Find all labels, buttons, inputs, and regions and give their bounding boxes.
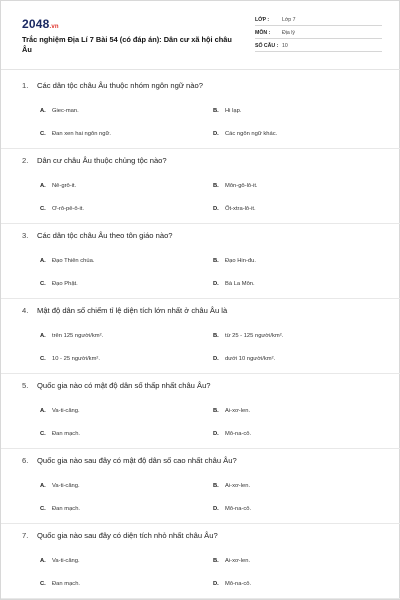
option-text: Va-ti-căng. xyxy=(52,558,80,564)
answer-option[interactable] xyxy=(40,333,103,339)
header-divider xyxy=(1,69,400,70)
option-text: Đan xen hai ngôn ngữ. xyxy=(52,131,111,137)
question-text xyxy=(22,531,218,540)
question-prompt: Quốc gia nào sau đây có diện tích nhỏ nhất châu Âu? xyxy=(37,531,218,540)
option-letter: C. xyxy=(40,506,46,512)
option-letter: C. xyxy=(40,206,46,212)
brand-logo[interactable] xyxy=(22,17,59,31)
option-letter: C. xyxy=(40,581,46,587)
answer-option[interactable] xyxy=(213,258,256,264)
question-separator xyxy=(1,373,400,374)
question-4 xyxy=(22,306,382,381)
option-letter: D. xyxy=(213,431,219,437)
question-number: 3. xyxy=(22,231,29,240)
question-number: 6. xyxy=(22,456,29,465)
option-text: từ 25 - 125 người/km². xyxy=(225,333,284,339)
answer-option[interactable] xyxy=(213,206,256,212)
question-6 xyxy=(22,456,382,531)
answer-option[interactable] xyxy=(213,108,241,114)
option-text: Đan mạch. xyxy=(52,506,81,512)
meta-label: SỐ CÂU : xyxy=(255,43,279,49)
answer-option[interactable] xyxy=(213,408,250,414)
answer-option[interactable] xyxy=(213,333,283,339)
answer-option[interactable] xyxy=(213,431,251,437)
option-text: Nê-grô-it. xyxy=(52,183,77,189)
option-text: Đạo Thiên chúa. xyxy=(52,258,95,264)
question-prompt: Quốc gia nào có mật độ dân số thấp nhất châu Âu? xyxy=(37,381,211,390)
answer-option[interactable] xyxy=(40,558,80,564)
option-text: trên 125 người/km². xyxy=(52,333,104,339)
option-text: Đan mạch. xyxy=(52,581,81,587)
answer-option[interactable] xyxy=(40,281,78,287)
question-number: 5. xyxy=(22,381,29,390)
question-number: 4. xyxy=(22,306,29,315)
meta-label: MÔN : xyxy=(255,30,271,36)
answer-option[interactable] xyxy=(40,431,80,437)
option-text: Ai-xơ-len. xyxy=(225,408,251,414)
option-text: Môn-gô-lô-it. xyxy=(225,183,258,189)
answer-option[interactable] xyxy=(213,581,251,587)
answer-option[interactable] xyxy=(40,258,94,264)
option-text: Ơ-rô-pê-ô-it. xyxy=(52,206,85,212)
option-letter: B. xyxy=(213,408,219,414)
option-text: Đan mạch. xyxy=(52,431,81,437)
answer-option[interactable] xyxy=(40,581,80,587)
question-prompt: Quốc gia nào sau đây có mật độ dân số cao nhất châu Âu? xyxy=(37,456,237,465)
option-letter: D. xyxy=(213,131,219,137)
answer-option[interactable] xyxy=(40,408,80,414)
option-text: Đạo Phật. xyxy=(52,281,78,287)
option-text: Giec-man. xyxy=(52,108,79,114)
option-letter: B. xyxy=(213,558,219,564)
option-letter: A. xyxy=(40,408,46,414)
brand-suffix: .vn xyxy=(49,24,59,30)
meta-label: LỚP : xyxy=(255,17,270,23)
answer-option[interactable] xyxy=(40,131,111,137)
worksheet-header xyxy=(22,13,382,67)
meta-value: Lớp 7 xyxy=(282,17,296,23)
answer-option[interactable] xyxy=(40,108,79,114)
question-separator xyxy=(1,298,400,299)
option-letter: D. xyxy=(213,581,219,587)
option-letter: D. xyxy=(213,281,219,287)
question-7 xyxy=(22,531,382,600)
option-text: Các ngôn ngữ khác. xyxy=(225,131,278,137)
option-letter: C. xyxy=(40,431,46,437)
option-text: Đạo Hin-đu. xyxy=(225,258,256,264)
question-prompt: Dân cư châu Âu thuộc chủng tộc nào? xyxy=(37,156,167,165)
question-separator xyxy=(1,148,400,149)
option-text: Hi lạp. xyxy=(225,108,242,114)
meta-row-subject xyxy=(255,26,382,39)
option-text: Ốt-xtra-lô-it. xyxy=(225,206,256,212)
option-letter: B. xyxy=(213,258,219,264)
question-text xyxy=(22,456,237,465)
option-letter: C. xyxy=(40,131,46,137)
option-letter: A. xyxy=(40,333,46,339)
question-number: 2. xyxy=(22,156,29,165)
worksheet-title: Trắc nghiệm Địa Lí 7 Bài 54 (có đáp án): Dân cư xã hội châu Âu xyxy=(22,35,232,54)
option-letter: A. xyxy=(40,558,46,564)
brand-name: 2048 xyxy=(22,17,50,31)
option-text: Mô-na-cô. xyxy=(225,581,252,587)
option-letter: B. xyxy=(213,108,219,114)
question-text xyxy=(22,81,203,90)
worksheet-meta xyxy=(255,13,382,52)
question-text xyxy=(22,381,211,390)
option-letter: A. xyxy=(40,183,46,189)
option-letter: D. xyxy=(213,506,219,512)
option-letter: B. xyxy=(213,483,219,489)
answer-option[interactable] xyxy=(40,183,76,189)
option-text: Ai-xơ-len. xyxy=(225,483,251,489)
question-prompt: Các dân tộc châu Âu thuộc nhóm ngôn ngữ nào? xyxy=(37,81,203,90)
option-text: 10 - 25 người/km². xyxy=(52,356,100,362)
option-letter: A. xyxy=(40,258,46,264)
answer-option[interactable] xyxy=(213,183,258,189)
meta-value: 10 xyxy=(282,43,288,49)
question-3 xyxy=(22,231,382,306)
question-list xyxy=(22,81,382,600)
answer-option[interactable] xyxy=(213,131,277,137)
question-separator xyxy=(1,223,400,224)
question-separator xyxy=(1,448,400,449)
answer-option[interactable] xyxy=(213,281,255,287)
answer-option[interactable] xyxy=(213,558,250,564)
option-letter: D. xyxy=(213,206,219,212)
meta-row-grade xyxy=(255,13,382,26)
question-text xyxy=(22,306,227,315)
question-1 xyxy=(22,81,382,156)
answer-option[interactable] xyxy=(213,356,275,362)
answer-option[interactable] xyxy=(40,506,80,512)
option-letter: B. xyxy=(213,183,219,189)
question-number: 1. xyxy=(22,81,29,90)
question-separator xyxy=(1,523,400,524)
question-prompt: Các dân tộc châu Âu theo tôn giáo nào? xyxy=(37,231,173,240)
answer-option[interactable] xyxy=(40,356,100,362)
question-separator xyxy=(1,598,400,599)
question-2 xyxy=(22,156,382,231)
meta-row-question-count xyxy=(255,39,382,52)
option-letter: D. xyxy=(213,356,219,362)
option-letter: C. xyxy=(40,281,46,287)
answer-option[interactable] xyxy=(213,506,251,512)
answer-option[interactable] xyxy=(213,483,250,489)
question-text xyxy=(22,156,167,165)
option-text: dưới 10 người/km². xyxy=(225,356,276,362)
option-text: Mô-na-cô. xyxy=(225,431,252,437)
meta-value: Địa lý xyxy=(282,30,295,36)
option-text: Va-ti-căng. xyxy=(52,408,80,414)
option-letter: A. xyxy=(40,483,46,489)
option-letter: C. xyxy=(40,356,46,362)
question-number: 7. xyxy=(22,531,29,540)
option-text: Va-ti-căng. xyxy=(52,483,80,489)
option-text: Mô-na-cô. xyxy=(225,506,252,512)
question-text xyxy=(22,231,173,240)
question-prompt: Mật độ dân số chiếm tỉ lệ diện tích lớn nhất ở châu Âu là xyxy=(37,306,228,315)
answer-option[interactable] xyxy=(40,483,80,489)
option-letter: B. xyxy=(213,333,219,339)
question-5 xyxy=(22,381,382,456)
answer-option[interactable] xyxy=(40,206,84,212)
option-letter: A. xyxy=(40,108,46,114)
option-text: Ai-xơ-len. xyxy=(225,558,251,564)
option-text: Bà La Môn. xyxy=(225,281,255,287)
